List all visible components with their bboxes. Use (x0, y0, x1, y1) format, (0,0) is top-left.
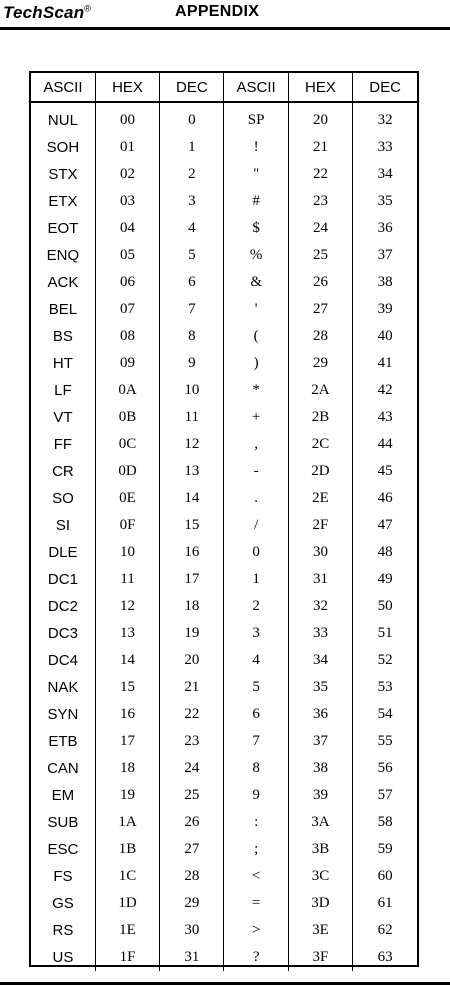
hex-value-cell: 0B (95, 404, 159, 431)
dec-value-cell: 17 (160, 566, 224, 593)
dec-value-cell: 52 (377, 652, 393, 668)
hex-value-cell: 12 (95, 593, 159, 620)
dec-value-cell: 61 (377, 895, 393, 911)
dec-value-cell: 30 (160, 917, 224, 944)
hex-value-cell: 3D (288, 890, 352, 917)
ascii-char-cell: $ (224, 215, 288, 242)
dec-value-cell: 48 (377, 544, 393, 560)
hex-value-cell: 10 (95, 539, 159, 566)
dec-value-cell: 16 (160, 539, 224, 566)
table-row (31, 377, 417, 404)
dec-value-cell: 63 (377, 949, 393, 965)
table-row (31, 269, 417, 296)
ascii-code-cell: DC3 (31, 620, 95, 647)
hex-value-cell: 27 (288, 296, 352, 323)
hex-value-cell: 21 (288, 134, 352, 161)
ascii-code-cell: SOH (31, 134, 95, 161)
brand-name: TechScan (3, 3, 85, 22)
dec-value-cell: 9 (160, 350, 224, 377)
hex-value-cell: 06 (95, 269, 159, 296)
hex-value-cell: 11 (95, 566, 159, 593)
hex-value-cell: 03 (95, 188, 159, 215)
ascii-char-cell: , (224, 431, 288, 458)
hex-value-cell: 1C (95, 863, 159, 890)
table-row (31, 539, 417, 566)
ascii-table (31, 73, 417, 971)
dec-value-cell: 55 (377, 733, 393, 749)
dec-value-cell: 37 (377, 247, 393, 263)
ascii-code-cell: SO (31, 485, 95, 512)
table-row (31, 863, 417, 890)
table-row (31, 917, 417, 944)
hex-value-cell: 2E (288, 485, 352, 512)
hex-value-cell: 34 (288, 647, 352, 674)
dec-value-cell: 11 (160, 404, 224, 431)
hex-value-cell: 1F (95, 944, 159, 971)
dec-value-cell: 27 (160, 836, 224, 863)
table-row (31, 755, 417, 782)
table-row (31, 350, 417, 377)
hex-value-cell: 2A (288, 377, 352, 404)
ascii-code-cell: RS (31, 917, 95, 944)
dec-value-cell: 46 (377, 490, 393, 506)
ascii-code-cell: BS (31, 323, 95, 350)
dec-value-cell: 43 (377, 409, 393, 425)
ascii-char-cell: 8 (224, 755, 288, 782)
ascii-table-frame (29, 71, 419, 967)
hex-value-cell: 18 (95, 755, 159, 782)
ascii-char-cell: ) (224, 350, 288, 377)
ascii-code-cell: SYN (31, 701, 95, 728)
hex-value-cell: 0E (95, 485, 159, 512)
ascii-code-cell: GS (31, 890, 95, 917)
col-header-hex-1: HEX (95, 73, 159, 102)
hex-value-cell: 1A (95, 809, 159, 836)
hex-value-cell: 3B (288, 836, 352, 863)
hex-value-cell: 07 (95, 296, 159, 323)
ascii-char-cell: ! (224, 134, 288, 161)
dec-value-cell: 54 (377, 706, 393, 722)
hex-value-cell: 3A (288, 809, 352, 836)
dec-value-cell: 42 (377, 382, 393, 398)
hex-value-cell: 1B (95, 836, 159, 863)
hex-value-cell: 33 (288, 620, 352, 647)
table-row (31, 566, 417, 593)
registered-mark: ® (84, 3, 92, 14)
hex-value-cell: 35 (288, 674, 352, 701)
hex-value-cell: 17 (95, 728, 159, 755)
dec-value-cell: 4 (160, 215, 224, 242)
table-row (31, 161, 417, 188)
col-header-dec-1: DEC (160, 73, 224, 102)
table-row (31, 836, 417, 863)
table-row (31, 102, 417, 134)
ascii-code-cell: CR (31, 458, 95, 485)
dec-value-cell: 62 (377, 922, 393, 938)
hex-value-cell: 15 (95, 674, 159, 701)
ascii-code-cell: ENQ (31, 242, 95, 269)
dec-value-cell: 18 (160, 593, 224, 620)
dec-value-cell: 29 (160, 890, 224, 917)
ascii-char-cell: : (224, 809, 288, 836)
table-body (31, 102, 417, 971)
dec-value-cell: 19 (160, 620, 224, 647)
dec-value-cell: 12 (160, 431, 224, 458)
dec-value-cell: 56 (377, 760, 393, 776)
ascii-code-cell: US (31, 944, 95, 971)
dec-value-cell: 15 (160, 512, 224, 539)
ascii-char-cell: 1 (224, 566, 288, 593)
hex-value-cell: 05 (95, 242, 159, 269)
ascii-char-cell: 3 (224, 620, 288, 647)
hex-value-cell: 0C (95, 431, 159, 458)
hex-value-cell: 08 (95, 323, 159, 350)
hex-value-cell: 0D (95, 458, 159, 485)
dec-value-cell: 3 (160, 188, 224, 215)
hex-value-cell: 16 (95, 701, 159, 728)
ascii-code-cell: FF (31, 431, 95, 458)
dec-value-cell: 40 (377, 328, 393, 344)
hex-value-cell: 3E (288, 917, 352, 944)
table-row (31, 647, 417, 674)
ascii-char-cell: . (224, 485, 288, 512)
dec-value-cell: 57 (377, 787, 393, 803)
ascii-code-cell: SI (31, 512, 95, 539)
ascii-char-cell: 7 (224, 728, 288, 755)
ascii-code-cell: DC4 (31, 647, 95, 674)
ascii-char-cell: / (224, 512, 288, 539)
ascii-code-cell: CAN (31, 755, 95, 782)
ascii-char-cell: 0 (224, 539, 288, 566)
table-header-row (31, 73, 417, 102)
ascii-code-cell: ETB (31, 728, 95, 755)
ascii-code-cell: EOT (31, 215, 95, 242)
ascii-code-cell: HT (31, 350, 95, 377)
ascii-code-cell: DC1 (31, 566, 95, 593)
ascii-char-cell: # (224, 188, 288, 215)
header-rule (0, 27, 450, 30)
ascii-code-cell: FS (31, 863, 95, 890)
table-row (31, 728, 417, 755)
ascii-code-cell: ACK (31, 269, 95, 296)
hex-value-cell: 22 (288, 161, 352, 188)
hex-value-cell: 31 (288, 566, 352, 593)
ascii-code-cell: SUB (31, 809, 95, 836)
hex-value-cell: 04 (95, 215, 159, 242)
ascii-code-cell: NAK (31, 674, 95, 701)
hex-value-cell: 20 (288, 102, 352, 134)
dec-value-cell: 60 (377, 868, 393, 884)
dec-value-cell: 0 (160, 102, 224, 134)
table-row (31, 458, 417, 485)
hex-value-cell: 00 (95, 102, 159, 134)
hex-value-cell: 2D (288, 458, 352, 485)
ascii-char-cell: - (224, 458, 288, 485)
dec-value-cell: 53 (377, 679, 393, 695)
table-row (31, 674, 417, 701)
table-row (31, 809, 417, 836)
dec-value-cell: 34 (377, 166, 393, 182)
ascii-char-cell: ( (224, 323, 288, 350)
page-title: APPENDIX (175, 3, 260, 20)
dec-value-cell: 47 (377, 517, 393, 533)
ascii-char-cell: 4 (224, 647, 288, 674)
ascii-char-cell: & (224, 269, 288, 296)
page-header (0, 0, 450, 30)
ascii-code-cell: DC2 (31, 593, 95, 620)
col-header-ascii-2: ASCII (224, 73, 288, 102)
dec-value-cell: 59 (377, 841, 393, 857)
table-row (31, 890, 417, 917)
ascii-code-cell: STX (31, 161, 95, 188)
hex-value-cell: 0F (95, 512, 159, 539)
ascii-char-cell: " (224, 161, 288, 188)
hex-value-cell: 09 (95, 350, 159, 377)
hex-value-cell: 2C (288, 431, 352, 458)
table-row (31, 242, 417, 269)
col-header-ascii-1: ASCII (31, 73, 95, 102)
ascii-code-cell: ESC (31, 836, 95, 863)
ascii-code-cell: NUL (31, 102, 95, 134)
dec-value-cell: 2 (160, 161, 224, 188)
hex-value-cell: 29 (288, 350, 352, 377)
hex-value-cell: 38 (288, 755, 352, 782)
table-row (31, 215, 417, 242)
dec-value-cell: 1 (160, 134, 224, 161)
table-row (31, 620, 417, 647)
dec-value-cell: 50 (377, 598, 393, 614)
dec-value-cell: 41 (377, 355, 393, 371)
dec-value-cell: 21 (160, 674, 224, 701)
dec-value-cell: 8 (160, 323, 224, 350)
ascii-char-cell: ; (224, 836, 288, 863)
dec-value-cell: 14 (160, 485, 224, 512)
ascii-char-cell: + (224, 404, 288, 431)
brand-logo (3, 3, 91, 23)
ascii-char-cell: SP (224, 102, 288, 134)
ascii-char-cell: 5 (224, 674, 288, 701)
ascii-char-cell: * (224, 377, 288, 404)
table-row (31, 512, 417, 539)
hex-value-cell: 01 (95, 134, 159, 161)
table-row (31, 593, 417, 620)
hex-value-cell: 23 (288, 188, 352, 215)
hex-value-cell: 28 (288, 323, 352, 350)
hex-value-cell: 37 (288, 728, 352, 755)
hex-value-cell: 19 (95, 782, 159, 809)
hex-value-cell: 1D (95, 890, 159, 917)
table-row (31, 404, 417, 431)
dec-value-cell: 7 (160, 296, 224, 323)
table-row (31, 782, 417, 809)
hex-value-cell: 14 (95, 647, 159, 674)
table-row (31, 485, 417, 512)
ascii-code-cell: BEL (31, 296, 95, 323)
table-row (31, 134, 417, 161)
dec-value-cell: 36 (377, 220, 393, 236)
ascii-char-cell: 2 (224, 593, 288, 620)
table-row (31, 323, 417, 350)
table-row (31, 944, 417, 971)
hex-value-cell: 1E (95, 917, 159, 944)
ascii-char-cell: 6 (224, 701, 288, 728)
footer-rule (0, 982, 450, 985)
hex-value-cell: 13 (95, 620, 159, 647)
dec-value-cell: 5 (160, 242, 224, 269)
dec-value-cell: 6 (160, 269, 224, 296)
dec-value-cell: 20 (160, 647, 224, 674)
dec-value-cell: 28 (160, 863, 224, 890)
hex-value-cell: 2B (288, 404, 352, 431)
dec-value-cell: 13 (160, 458, 224, 485)
ascii-code-cell: EM (31, 782, 95, 809)
dec-value-cell: 25 (160, 782, 224, 809)
hex-value-cell: 3F (288, 944, 352, 971)
hex-value-cell: 25 (288, 242, 352, 269)
dec-value-cell: 24 (160, 755, 224, 782)
dec-value-cell: 49 (377, 571, 393, 587)
dec-value-cell: 38 (377, 274, 393, 290)
ascii-code-cell: DLE (31, 539, 95, 566)
hex-value-cell: 24 (288, 215, 352, 242)
ascii-char-cell: % (224, 242, 288, 269)
ascii-code-cell: ETX (31, 188, 95, 215)
hex-value-cell: 30 (288, 539, 352, 566)
dec-value-cell: 45 (377, 463, 393, 479)
hex-value-cell: 26 (288, 269, 352, 296)
dec-value-cell: 26 (160, 809, 224, 836)
ascii-char-cell: ? (224, 944, 288, 971)
dec-value-cell: 31 (160, 944, 224, 971)
dec-value-cell: 58 (377, 814, 393, 830)
dec-value-cell: 39 (377, 301, 393, 317)
dec-value-cell: 32 (377, 112, 393, 128)
dec-value-cell: 44 (377, 436, 393, 452)
hex-value-cell: 39 (288, 782, 352, 809)
ascii-char-cell: 9 (224, 782, 288, 809)
ascii-char-cell: < (224, 863, 288, 890)
hex-value-cell: 0A (95, 377, 159, 404)
ascii-code-cell: LF (31, 377, 95, 404)
table-row (31, 431, 417, 458)
hex-value-cell: 02 (95, 161, 159, 188)
ascii-code-cell: VT (31, 404, 95, 431)
hex-value-cell: 3C (288, 863, 352, 890)
ascii-char-cell: > (224, 917, 288, 944)
col-header-hex-2: HEX (288, 73, 352, 102)
hex-value-cell: 2F (288, 512, 352, 539)
table-row (31, 188, 417, 215)
col-header-dec-2: DEC (353, 73, 417, 102)
dec-value-cell: 23 (160, 728, 224, 755)
dec-value-cell: 22 (160, 701, 224, 728)
dec-value-cell: 33 (377, 139, 393, 155)
hex-value-cell: 32 (288, 593, 352, 620)
dec-value-cell: 51 (377, 625, 393, 641)
table-row (31, 701, 417, 728)
ascii-char-cell: = (224, 890, 288, 917)
dec-value-cell: 35 (377, 193, 393, 209)
table-row (31, 296, 417, 323)
dec-value-cell: 10 (160, 377, 224, 404)
ascii-char-cell: ' (224, 296, 288, 323)
hex-value-cell: 36 (288, 701, 352, 728)
